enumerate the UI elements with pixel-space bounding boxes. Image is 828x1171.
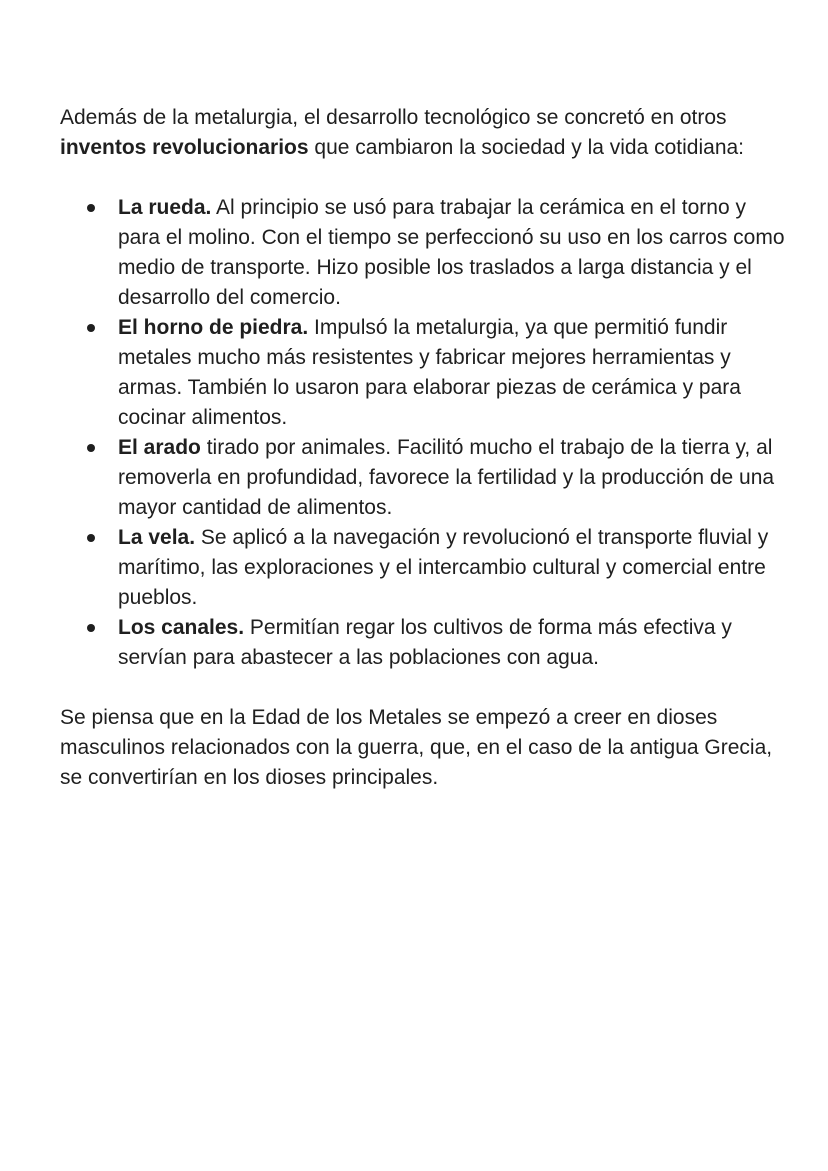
intro-paragraph [60,103,785,163]
intro-bold-phrase: inventos revolucionarios [60,136,309,159]
invention-item-vela [118,523,785,613]
invention-title: La rueda. [118,196,212,219]
invention-text: Se aplicó a la navegación y revolucionó el transporte fluvial y marítimo, las exploraciones y el intercambio cultural y comercial entre pueblos. [118,526,769,609]
invention-item-horno [118,313,785,433]
bullet-icon [87,204,95,212]
invention-title: El arado [118,436,201,459]
intro-lead: Además de la metalurgia, el desarrollo tecnológico se concretó en otros [60,106,727,129]
invention-text: tirado por animales. Facilitó mucho el trabajo de la tierra y, al removerla en profundidad, favorece la fertilidad y la producción de una mayor cantidad de alimentos. [118,436,775,519]
invention-text: Impulsó la metalurgia, ya que permitió fundir metales mucho más resistentes y fabricar mejores herramientas y armas. También lo usaron para elaborar piezas de cerámica y para cocinar alimentos. [118,316,741,429]
invention-item-arado [118,433,785,523]
inventions-list [60,193,785,673]
bullet-icon [87,324,95,332]
bullet-icon [87,624,95,632]
invention-item-canales [118,613,785,673]
invention-title: El horno de piedra. [118,316,309,339]
intro-tail: que cambiaron la sociedad y la vida cotidiana: [308,136,745,159]
invention-title: Los canales. [118,616,245,639]
bullet-icon [87,534,95,542]
invention-title: La vela. [118,526,196,549]
closing-paragraph: Se piensa que en la Edad de los Metales se empezó a creer en dioses masculinos relacionados con la guerra, que, en el caso de la antigua Grecia, se convertirían en los dioses principales. [60,706,773,789]
invention-text: Permitían regar los cultivos de forma más efectiva y servían para abastecer a las poblaciones con agua. [118,616,732,669]
document-body [60,103,785,793]
invention-item-rueda [118,193,785,313]
bullet-icon [87,444,95,452]
invention-text: Al principio se usó para trabajar la cerámica en el torno y para el molino. Con el tiempo se perfeccionó su uso en los carros como medio de transporte. Hizo posible los traslados a larga distancia y el desarrollo del comercio. [118,196,785,309]
